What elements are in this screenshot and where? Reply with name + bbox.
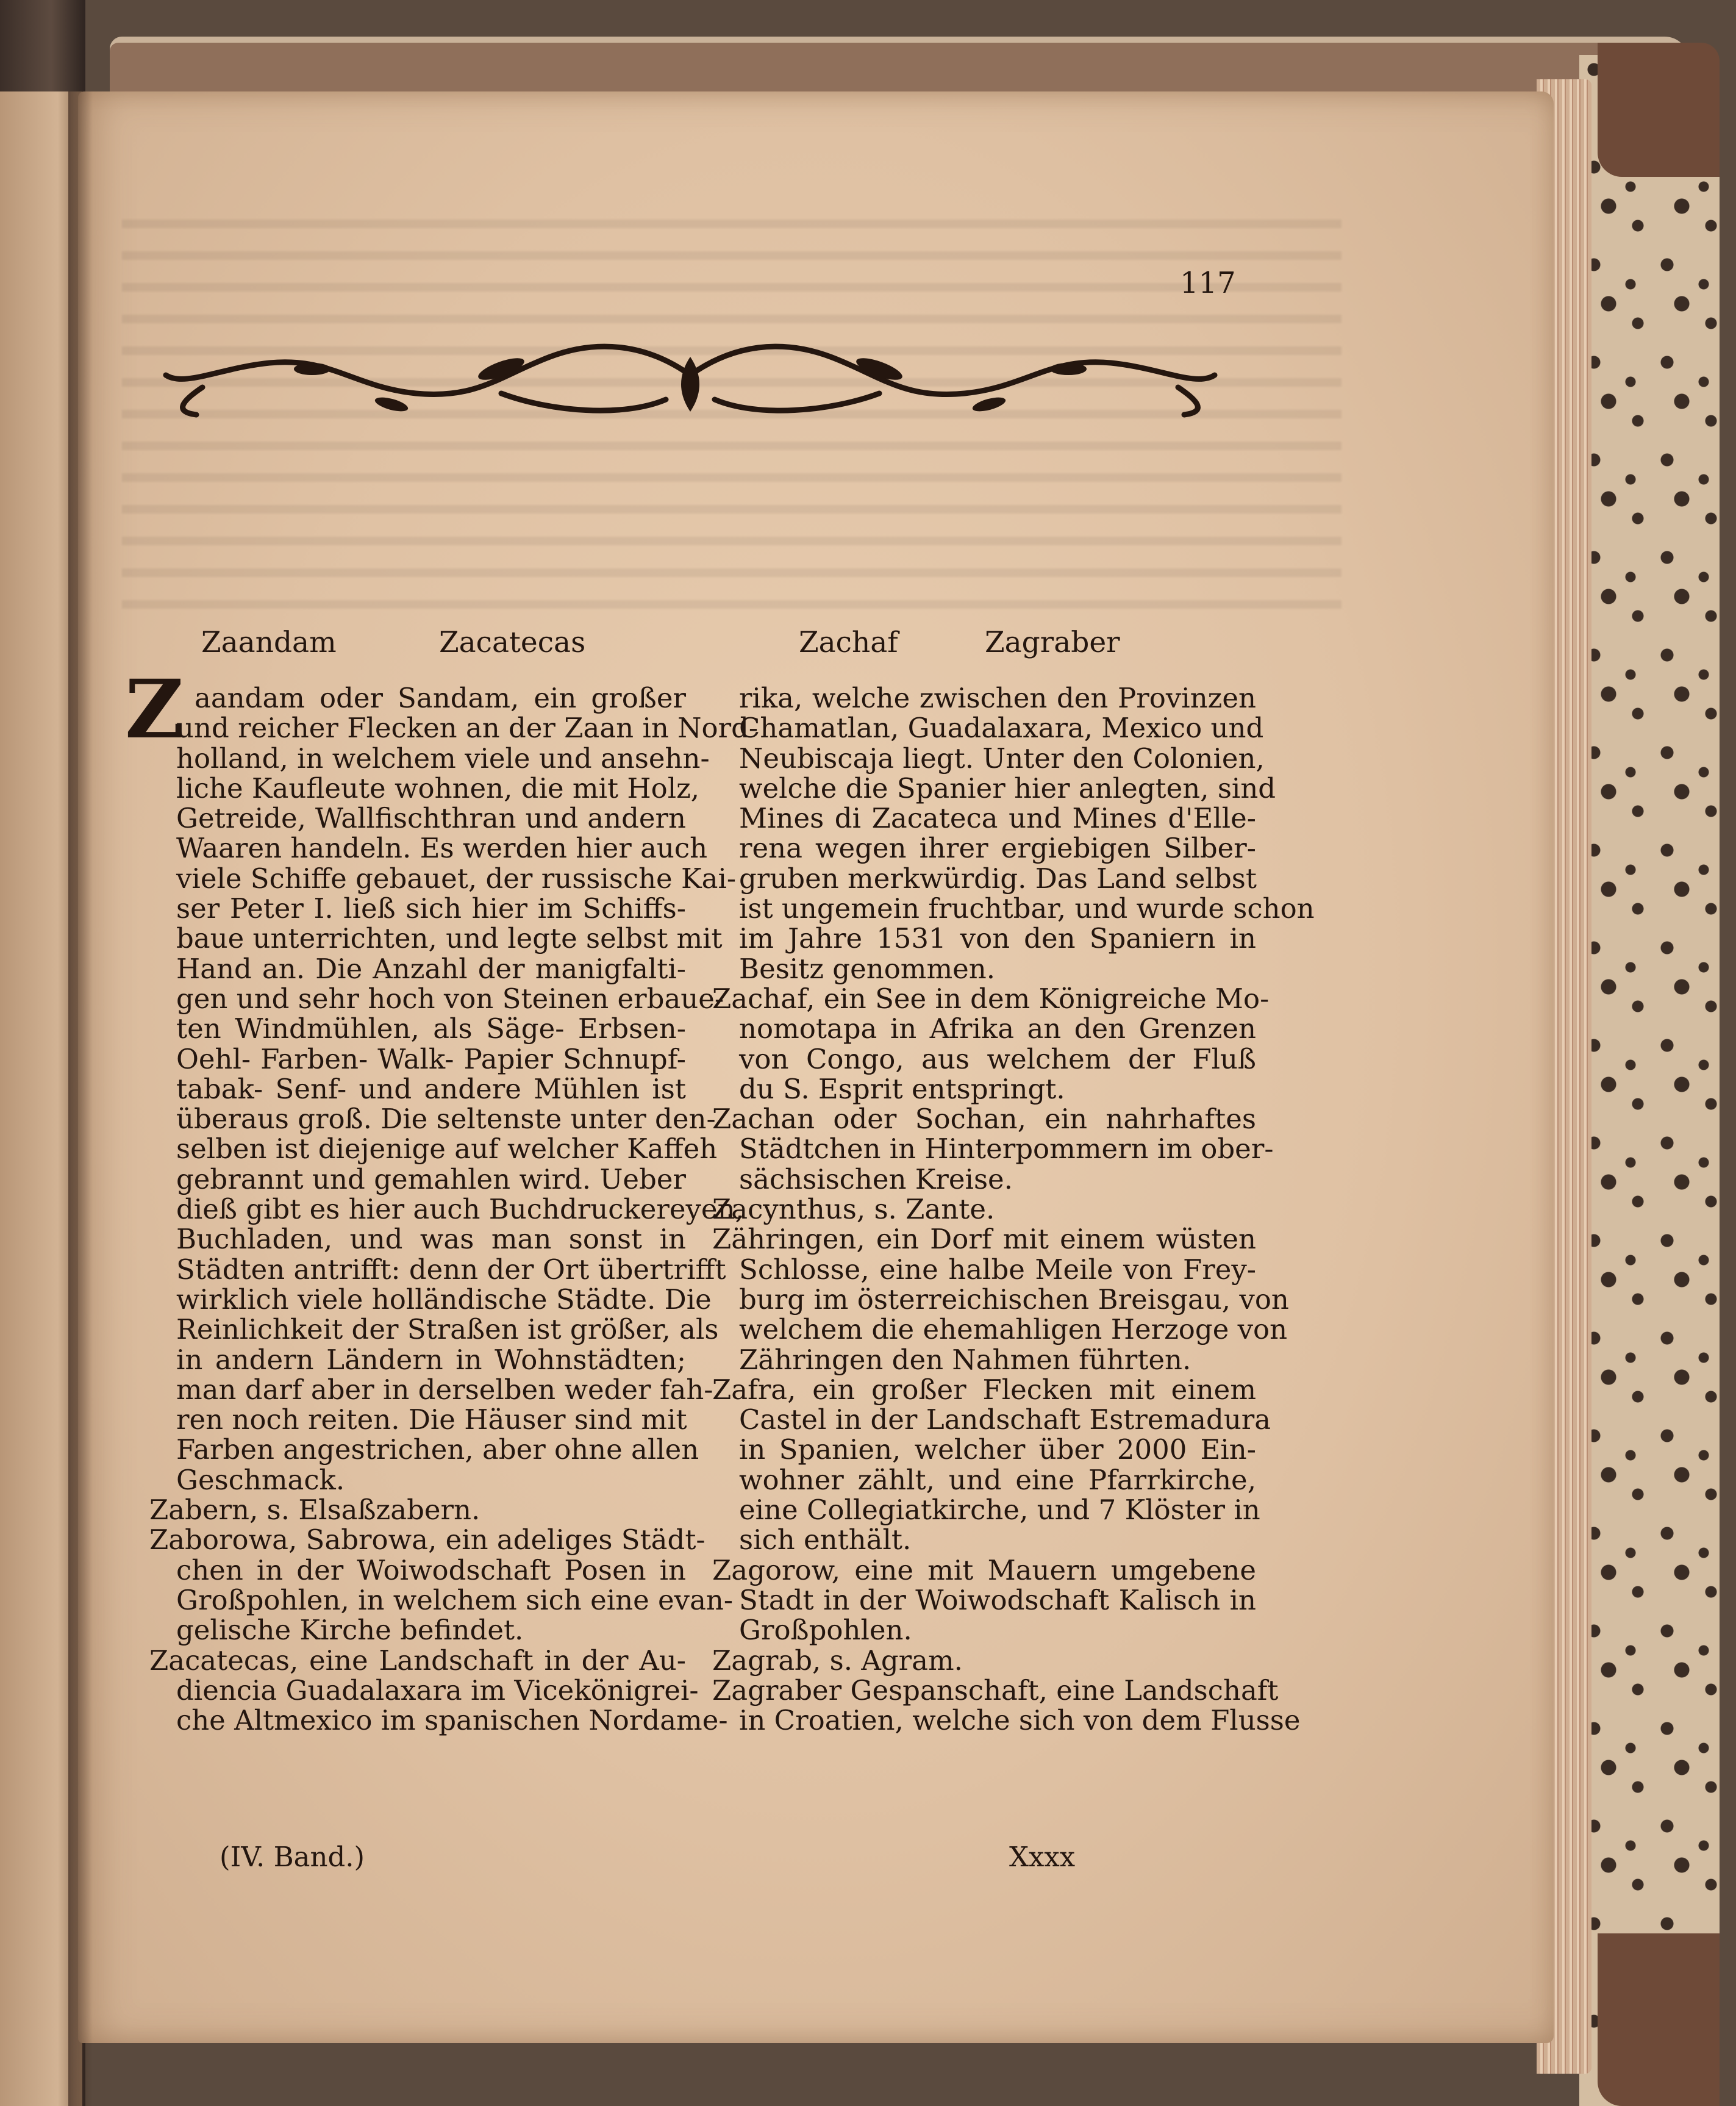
leather-spine-strip [110,43,1622,98]
right-column [712,682,1315,1737]
entry-line: Zabern, s. Elsaßzabern. [149,1494,480,1527]
text-line: Zähringen den Nahmen führten. [739,1343,1191,1376]
entry-line: Zacynthus, s. Zante. [712,1193,995,1226]
text-line: chen in der Woiwodschaft Posen in [176,1553,686,1586]
text-line: holland, in welchem viele und ansehn- [176,742,710,775]
ornament-flourish [160,332,1221,424]
text-line: aandam oder Sandam, ein großer [195,682,686,714]
text-line: gruben merkwürdig. Das Land selbst [739,862,1257,895]
text-line: ser Peter I. ließ sich hier im Schiffs- [176,892,686,925]
text-line: Oehl- Farben- Walk- Papier Schnupf- [176,1042,686,1075]
left-column [149,682,759,1737]
text-line: sich enthält. [739,1524,912,1556]
entry-line: Zaborowa, Sabrowa, ein adeliges Städt- [149,1524,705,1556]
text-line: Buchladen, und was man sonst in [176,1223,686,1256]
text-line: eine Collegiatkirche, und 7 Klöster in [739,1494,1260,1527]
leather-corner-bottom [1598,1933,1720,2106]
marbled-cover-board [1579,55,1720,2106]
text-line: man darf aber in derselben weder fah- [176,1373,713,1406]
text-line: Geschmack. [176,1463,345,1496]
text-line: ten Windmühlen, als Säge- Erbsen- [176,1012,686,1045]
gutter-shadow [68,91,93,2106]
text-line: in Spanien, welcher über 2000 Ein- [739,1433,1256,1466]
text-line: Chamatlan, Guadalaxara, Mexico und [739,712,1264,745]
text-line: liche Kaufleute wohnen, die mit Holz, [176,772,700,804]
text-line: gelische Kirche befindet. [176,1614,524,1647]
text-line: Städten antrifft: denn der Ort übertrifft [176,1253,726,1286]
header-left-second: Zacatecas [439,626,586,659]
header-right-second: Zagraber [985,626,1120,659]
page-number: 117 [1180,266,1236,300]
text-line: Getreide, Wallfischthran und andern [176,802,686,835]
text-line: im Jahre 1531 von den Spaniern in [739,922,1256,955]
entry-line: Zähringen, ein Dorf mit einem wüsten [712,1223,1256,1256]
text-line: Castel in der Landschaft Estremadura [739,1403,1271,1436]
text-line: Farben angestrichen, aber ohne allen [176,1433,699,1466]
drop-cap-initial: Z [125,662,184,757]
text-line: Neubiscaja liegt. Unter den Colonien, [739,742,1265,775]
entry-line: Zachaf, ein See in dem Königreiche Mo- [712,982,1270,1015]
text-line: dieß gibt es hier auch Buchdruckereyen, [176,1193,744,1226]
text-line: Besitz genommen. [739,952,996,985]
volume-footer: (IV. Band.) [220,1841,365,1873]
text-line: Reinlichkeit der Straßen ist größer, als [176,1313,719,1346]
entry-line: Zagrab, s. Agram. [712,1644,963,1677]
text-line: Städtchen in Hinterpommern im ober- [739,1133,1274,1166]
text-line: Hand an. Die Anzahl der manigfalti- [176,952,686,985]
text-line: wirklich viele holländische Städte. Die [176,1283,712,1316]
text-line: überaus groß. Die seltenste unter den- [176,1103,716,1136]
text-line: in Croatien, welche sich von dem Flusse [739,1704,1301,1737]
text-line: Stadt in der Woiwodschaft Kalisch in [739,1583,1256,1616]
text-line: gen und sehr hoch von Steinen erbaue- [176,982,724,1015]
text-line: sächsischen Kreise. [739,1162,1013,1195]
header-right-first: Zachaf [799,626,898,659]
entry-line: Zachan oder Sochan, ein nahrhaftes [712,1103,1256,1136]
text-line: baue unterrichten, und legte selbst mit [176,922,723,955]
text-line: Großpohlen, in welchem sich eine evan- [176,1583,734,1616]
entry-line: Zacatecas, eine Landschaft in der Au- [149,1644,686,1677]
text-line: ist ungemein fruchtbar, und wurde schon [739,892,1315,925]
text-line: rika, welche zwischen den Provinzen [739,682,1256,714]
leather-corner-top [1598,43,1720,177]
text-line: diencia Guadalaxara im Vicekönigrei- [176,1674,699,1707]
text-line: gebrannt und gemahlen wird. Ueber [176,1162,686,1195]
text-line: in andern Ländern in Wohnstädten; [176,1343,686,1376]
text-line: rena wegen ihrer ergiebigen Silber- [739,832,1256,865]
text-line: wohner zählt, und eine Pfarrkirche, [739,1463,1256,1496]
text-line: ren noch reiten. Die Häuser sind mit [176,1403,687,1436]
entry-line: Zafra, ein großer Flecken mit einem [712,1373,1256,1406]
text-line: Großpohlen. [739,1614,912,1647]
text-line: Mines di Zacateca und Mines d'Elle- [739,802,1256,835]
text-line: che Altmexico im spanischen Nordame- [176,1704,728,1737]
text-line: burg im österreichischen Breisgau, von [739,1283,1289,1316]
text-line: von Congo, aus welchem der Fluß [739,1042,1256,1075]
text-line: viele Schiffe gebauet, der russische Kai- [176,862,737,895]
text-line: Waaren handeln. Es werden hier auch [176,832,708,865]
text-line: welchem die ehemahligen Herzoge von [739,1313,1288,1346]
text-line: du S. Esprit entspringt. [739,1072,1065,1105]
signature-mark: Xxxx [1009,1841,1076,1873]
entry-line: Zagorow, eine mit Mauern umgebene [712,1553,1256,1586]
text-line: nomotapa in Afrika an den Grenzen [739,1012,1256,1045]
header-left-first: Zaandam [201,626,337,659]
text-line: welche die Spanier hier anlegten, sind [739,772,1276,804]
entry-line: Zagraber Gespanschaft, eine Landschaft [712,1674,1279,1707]
text-line: und reicher Flecken an der Zaan in Nord- [176,712,759,745]
text-line: Schlosse, eine halbe Meile von Frey- [739,1253,1256,1286]
text-line: tabak- Senf- und andere Mühlen ist [176,1072,686,1105]
text-line: selben ist diejenige auf welcher Kaffeh [176,1133,718,1166]
